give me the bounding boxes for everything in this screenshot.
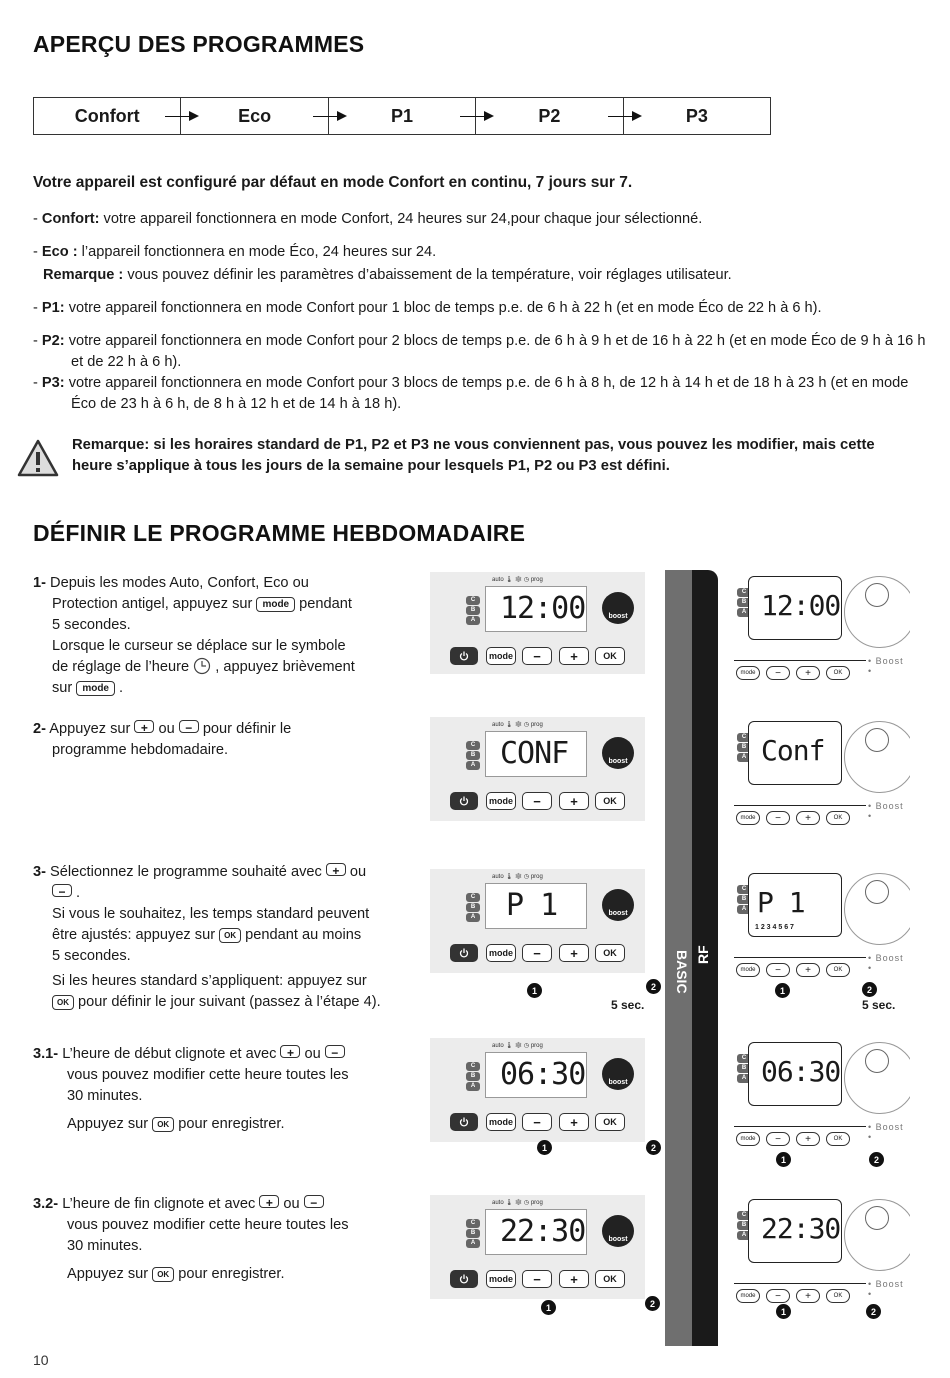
ok-button[interactable]: OK [826,1289,850,1303]
ok-key-icon: OK [152,1267,174,1282]
step-badge: 1 [775,983,790,998]
rf-control-panel [734,1038,910,1150]
power-icon [459,948,469,958]
rf-control-panel [734,572,910,684]
basic-label: BASIC [674,950,690,994]
minus-button[interactable]: − [766,1289,790,1303]
plus-button[interactable]: + [796,666,820,680]
minus-button[interactable]: − [766,1132,790,1146]
basic-lcd [485,883,587,929]
plus-button[interactable]: + [796,1132,820,1146]
ok-button[interactable]: OK [826,811,850,825]
program-flow [33,97,771,135]
basic-control-panel [430,717,645,821]
mode-indicators: C B A [466,893,480,923]
default-config-intro: Votre appareil est configuré par défaut en mode Confort en continu, 7 jours sur 7. [33,174,633,191]
item-p2: - P2: votre appareil fonctionnera en mode Confort pour 2 blocs de temps p.e. de 6 h à 9 h et de 16 h à 22 h (et en mode Éco de 9 h à 16 h et de 22 h à 6 h). [33,333,926,370]
basic-control-panel [430,1038,645,1142]
dial-knob[interactable] [865,880,889,904]
lcd-readout: 06:30 [761,1055,841,1088]
rf-control-panel [734,869,910,981]
step-3-1: 3.1- L’heure de début clignote et avec + ou − vous pouvez modifier cette heure toutes les 30 minutes. Appuyez sur OK pour enregistrer. [33,1046,349,1132]
arrow-right-icon [608,116,640,117]
mode-button[interactable]: mode [486,1113,516,1131]
minus-button[interactable]: − [522,647,552,665]
dial-knob[interactable] [865,583,889,607]
step-badge: 2 [869,1152,884,1167]
rotary-dial[interactable] [844,1042,910,1114]
mode-button[interactable]: mode [736,1289,760,1303]
rf-lcd [748,1199,842,1263]
mode-indicators: C B A [737,885,751,915]
step-3-2: 3.2- L’heure de fin clignote et avec + ou − vous pouvez modifier cette heure toutes les 30 minutes. Appuyez sur OK pour enregistrer. [33,1196,349,1282]
boost-button[interactable]: boost [602,1215,634,1247]
plus-button[interactable]: + [796,963,820,977]
power-button[interactable] [450,1113,478,1131]
plus-key-icon: + [259,1195,279,1208]
plus-key-icon: + [134,720,154,733]
minus-button[interactable]: − [522,1113,552,1131]
mode-button[interactable]: mode [486,944,516,962]
flow-step-p2: P2 [475,98,622,134]
mode-key-icon: mode [76,681,115,696]
flow-step-confort: Confort [74,105,140,126]
ok-key-icon: OK [52,995,74,1010]
ok-button[interactable]: OK [826,1132,850,1146]
step-badge: 2 [866,1304,881,1319]
dial-knob[interactable] [865,1206,889,1230]
rf-control-panel [734,1195,910,1307]
step-badge: 2 [646,979,661,994]
ok-key-icon: OK [219,928,241,943]
minus-key-icon: − [179,720,199,733]
minus-key-icon: − [52,884,72,897]
boost-button[interactable]: boost [602,1058,634,1090]
flow-step-p1: P1 [328,98,475,134]
mode-button[interactable]: mode [486,1270,516,1288]
minus-key-icon: − [304,1195,324,1208]
minus-button[interactable]: − [522,944,552,962]
dial-knob[interactable] [865,728,889,752]
mode-indicators: C B A [466,1062,480,1092]
lcd-readout: CONF [500,736,569,771]
rf-control-panel [734,717,910,829]
ok-button[interactable]: OK [595,944,625,962]
ok-button[interactable]: OK [595,1270,625,1288]
mode-icons: auto 🌡 ❄ ◷ prog [492,1043,543,1049]
lcd-readout: 12:00 [500,591,586,626]
minus-button[interactable]: − [766,963,790,977]
rotary-dial[interactable] [844,576,910,648]
mode-button[interactable]: mode [736,811,760,825]
rotary-dial[interactable] [844,1199,910,1271]
mode-icons: auto 🌡 ❄ ◷ prog [492,1200,543,1206]
basic-lcd [485,1052,587,1098]
dial-knob[interactable] [865,1049,889,1073]
mode-indicators: C B A [737,733,751,763]
boost-button[interactable]: boost [602,592,634,624]
mode-indicators: C B A [466,596,480,626]
step-badge: 2 [645,1296,660,1311]
power-icon [459,1274,469,1284]
basic-control-panel [430,572,645,674]
step-badge: 1 [776,1152,791,1167]
minus-button[interactable]: − [766,811,790,825]
lcd-readout: P 1 [757,886,805,919]
rotary-dial[interactable] [844,721,910,793]
basic-lcd [485,586,587,632]
basic-lcd [485,731,587,777]
lcd-readout: P 1 [506,888,558,923]
hold-duration-label: 5 sec. [611,998,645,1012]
minus-button[interactable]: − [522,1270,552,1288]
mode-indicators: C B A [737,1211,751,1241]
rf-lcd [748,576,842,640]
lcd-readout: 22:30 [761,1212,841,1245]
item-p3: - P3: votre appareil fonctionnera en mode Confort pour 3 blocs de temps p.e. de 6 h à 8 h, de 12 h à 14 h et de 18 h à 23 h (et en mode Éco de 23 h à 6 h, de 8 h à 12 h et de 14 h à 18 h). [33,375,909,412]
step-badge: 1 [527,983,542,998]
mode-icons: auto 🌡 ❄ ◷ prog [492,874,543,880]
step-badge: 2 [862,982,877,997]
mode-indicators: C B A [466,741,480,771]
plus-key-icon: + [280,1045,300,1058]
boost-label[interactable]: • Boost • [866,656,910,676]
ok-key-icon: OK [152,1117,174,1132]
arrow-right-icon [165,116,197,117]
item-p1: - P1: votre appareil fonctionnera en mode Confort pour 1 bloc de temps p.e. de 6 h à 22 h (et en mode Éco de 22 h à 6 h). [33,300,822,316]
boost-button[interactable]: boost [602,889,634,921]
power-icon [459,651,469,661]
clock-icon [193,657,211,675]
minus-button[interactable]: − [522,792,552,810]
warning-icon [16,438,60,478]
mode-button[interactable]: mode [736,666,760,680]
mode-button[interactable]: mode [736,963,760,977]
plus-button[interactable]: + [796,1289,820,1303]
rf-lcd [748,1042,842,1106]
step-3: 3- Sélectionnez le programme souhaité avec + ou − . Si vous le souhaitez, les temps standard peuvent être ajustés: appuyez sur OK pendant au moins 5 secondes. Si les heures standard s’appliquent: appuyez sur OK pour définir le jour suivant (passez à l’étape 4). [33,864,381,1010]
basic-lcd [485,1209,587,1255]
plus-button[interactable]: + [796,811,820,825]
power-button[interactable] [450,792,478,810]
rotary-dial[interactable] [844,873,910,945]
day-numbers: 1 2 3 4 5 6 7 [755,924,794,931]
mode-indicators: C B A [737,588,751,618]
power-button[interactable] [450,944,478,962]
ok-button[interactable]: OK [826,963,850,977]
basic-control-panel [430,869,645,973]
plus-button[interactable]: + [559,1270,589,1288]
item-eco-remark: Remarque : vous pouvez définir les paramètres d’abaissement de la température, voir réglages utilisateur. [43,267,732,283]
arrow-right-icon [313,116,345,117]
lcd-readout: 06:30 [500,1057,586,1092]
boost-label[interactable]: • Boost • [866,801,910,821]
ok-button[interactable]: OK [595,647,625,665]
item-eco: - Eco : l’appareil fonctionnera en mode Éco, 24 heures sur 24. [33,244,437,260]
boost-label[interactable]: • Boost • [866,953,910,973]
lcd-readout: 22:30 [500,1214,586,1249]
step-badge: 1 [541,1300,556,1315]
plus-key-icon: + [326,863,346,876]
power-button[interactable] [450,1270,478,1288]
boost-label[interactable]: • Boost • [866,1122,910,1142]
flow-step-eco: Eco [180,98,327,134]
boost-label[interactable]: • Boost • [866,1279,910,1299]
rf-label: RF [695,945,711,964]
page-number: 10 [33,1352,49,1368]
mode-button[interactable]: mode [736,1132,760,1146]
lcd-readout: Conf [761,734,825,767]
item-confort: - Confort: votre appareil fonctionnera en mode Confort, 24 heures sur 24,pour chaque jour sélectionné. [33,211,703,227]
section-title-overview: APERÇU DES PROGRAMMES [33,31,365,57]
rf-lcd [748,721,842,785]
ok-button[interactable]: OK [826,666,850,680]
rf-lcd [748,873,842,937]
section-title-weekly: DÉFINIR LE PROGRAMME HEBDOMADAIRE [33,520,526,546]
power-button[interactable] [450,647,478,665]
minus-key-icon: − [325,1045,345,1058]
mode-indicators: C B A [737,1054,751,1084]
arrow-right-icon [460,116,492,117]
plus-button[interactable]: + [559,944,589,962]
plus-button[interactable]: + [559,792,589,810]
step-1: 1- Depuis les modes Auto, Confort, Eco ou Protection antigel, appuyez sur mode pendant 5 secondes. Lorsque le curseur se déplace sur le symbole de réglage de l’heure , appuyez brièvement sur mode . [33,575,355,696]
flow-step-p3: P3 [623,98,770,134]
ok-button[interactable]: OK [595,792,625,810]
plus-button[interactable]: + [559,1113,589,1131]
power-icon [459,1117,469,1127]
mode-button[interactable]: mode [486,792,516,810]
step-2: 2- Appuyez sur + ou − pour définir le programme hebdomadaire. [33,721,292,758]
mode-icons: auto 🌡 ❄ ◷ prog [492,577,543,583]
ok-button[interactable]: OK [595,1113,625,1131]
warning-remark: Remarque: si les horaires standard de P1, P2 et P3 ne vous conviennent pas, vous pouvez les modifier, mais cette heure s’applique à tous les jours de la semaine pour lesquels P1, P2 ou P3 est défini. [72,437,875,474]
step-badge: 1 [537,1140,552,1155]
mode-key-icon: mode [256,597,295,612]
plus-button[interactable]: + [559,647,589,665]
lcd-readout: 12:00 [761,589,841,622]
boost-button[interactable]: boost [602,737,634,769]
power-icon [459,796,469,806]
mode-icons: auto 🌡 ❄ ◷ prog [492,722,543,728]
basic-control-panel [430,1195,645,1299]
hold-duration-label: 5 sec. [862,998,896,1012]
mode-button[interactable]: mode [486,647,516,665]
minus-button[interactable]: − [766,666,790,680]
mode-indicators: C B A [466,1219,480,1249]
step-badge: 1 [776,1304,791,1319]
step-badge: 2 [646,1140,661,1155]
